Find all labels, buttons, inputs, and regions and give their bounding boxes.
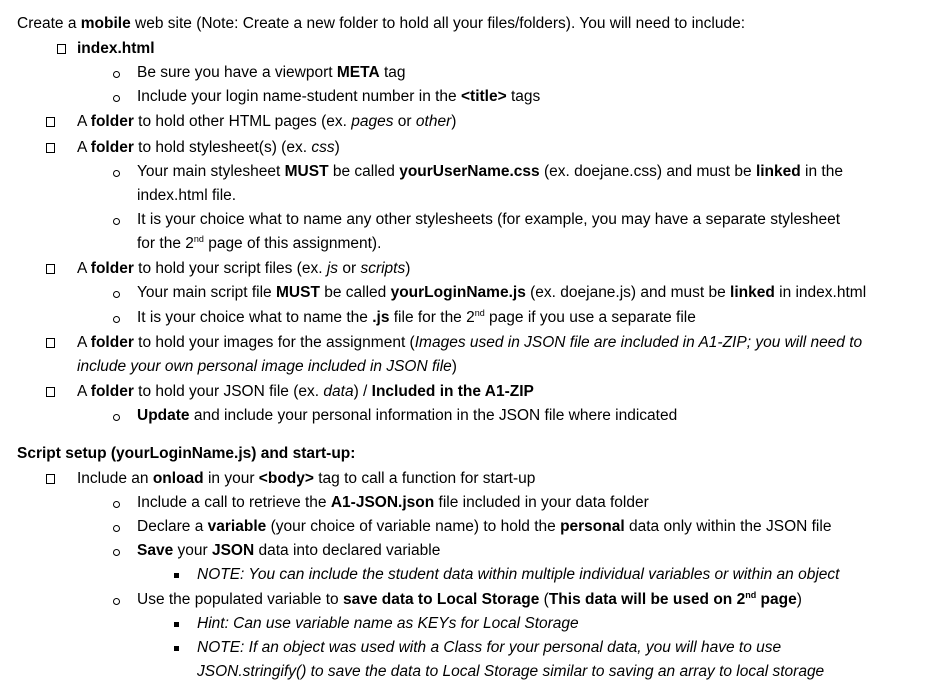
item-main-js (137, 283, 866, 303)
text: Your main script file (137, 284, 276, 301)
circle-bullet-icon (113, 501, 120, 508)
text: page if you use a separate file (484, 309, 696, 326)
item-note2 (197, 638, 781, 658)
item-retrieve (137, 493, 649, 513)
text: It is your choice what to name the (137, 309, 373, 326)
circle-bullet-icon (113, 525, 120, 532)
text-italic: data (323, 383, 354, 400)
checkbox-icon (46, 387, 55, 397)
checkbox-icon (46, 264, 55, 274)
text: tag to call a function for start-up (313, 470, 536, 487)
circle-bullet-icon (113, 71, 120, 78)
text: in the (800, 163, 843, 180)
item-save (137, 541, 440, 561)
text-italic: JSON.stringify() to save the data to Local Storage similar to saving an array to local storage (197, 663, 825, 680)
text: to hold other HTML pages (ex. (133, 113, 352, 130)
text-italic: css (311, 139, 335, 156)
text: your (173, 542, 212, 559)
text-italic: NOTE: You can include the student data within multiple individual variables or within an object (197, 566, 840, 583)
text: tag (379, 64, 406, 81)
circle-bullet-icon (113, 218, 120, 225)
text-bold: variable (207, 518, 267, 535)
square-bullet-icon (174, 573, 179, 578)
text: Include an (77, 470, 153, 487)
intro-part: Create a (17, 15, 81, 32)
item-folder-images (77, 333, 862, 353)
item-onload (77, 469, 535, 489)
superscript: nd (474, 308, 485, 318)
text: (ex. doejane.js) and must be (525, 284, 731, 301)
text: ) (405, 260, 411, 277)
circle-bullet-icon (113, 414, 120, 421)
text-italic: js (326, 260, 339, 277)
text: page of this assignment). (203, 235, 382, 252)
text-bold: onload (152, 470, 204, 487)
item-note1 (197, 565, 839, 585)
text-bold: A1-JSON.json (330, 494, 435, 511)
text: be called (328, 163, 400, 180)
text: A (77, 113, 91, 130)
text: Use the populated variable to (137, 591, 343, 608)
text: data only within the JSON file (624, 518, 832, 535)
text: Include your login name-student number in the (137, 88, 461, 105)
text-italic: pages (351, 113, 394, 130)
text-italic: other (415, 113, 452, 130)
item-main-css (137, 162, 843, 182)
text-bold: yourUserName.css (399, 163, 540, 180)
text: or (393, 113, 416, 130)
text: to hold stylesheet(s) (ex. (133, 139, 312, 156)
circle-bullet-icon (113, 170, 120, 177)
square-bullet-icon (174, 622, 179, 627)
text: in your (203, 470, 259, 487)
item-folder-css (77, 138, 340, 158)
text: for the 2 (137, 235, 194, 252)
text-italic: Images used in JSON file are included in A1-ZIP; you will need to (414, 334, 863, 351)
item-viewport (137, 63, 406, 83)
checkbox-icon (57, 44, 66, 54)
text-italic: Hint: Can use variable name as KEYs for Local Storage (197, 615, 579, 632)
text: A (77, 383, 91, 400)
circle-bullet-icon (113, 291, 120, 298)
script-heading (17, 444, 355, 464)
text: in index.html (774, 284, 867, 301)
superscript: nd (745, 590, 757, 600)
checkbox-icon (46, 117, 55, 127)
text-bold: This data will be used on 2 (548, 591, 746, 608)
item-other-css (137, 210, 840, 230)
text-bold: linked (755, 163, 801, 180)
text-bold: yourLoginName.js (390, 284, 526, 301)
intro-bold: mobile (80, 15, 131, 32)
text-bold: folder (90, 113, 134, 130)
circle-bullet-icon (113, 316, 120, 323)
text-bold: folder (90, 334, 134, 351)
text: (ex. doejane.css) and must be (539, 163, 756, 180)
text: to hold your JSON file (ex. (133, 383, 324, 400)
item-declare (137, 517, 831, 537)
item-note2-cont (197, 662, 824, 682)
intro-part: web site (Note: Create a new folder to hold all your files/folders). You will need to include: (130, 15, 746, 32)
item-index-html (77, 39, 155, 59)
text-italic: include your own personal image included in JSON file (77, 358, 452, 375)
text-bold: <title> (460, 88, 507, 105)
text: ) (451, 358, 457, 375)
text: A (77, 260, 91, 277)
text-bold: folder (90, 383, 134, 400)
text-bold: folder (90, 139, 134, 156)
text: ) / (353, 383, 372, 400)
text-bold: Save (137, 542, 174, 559)
item-other-css-cont (137, 234, 381, 254)
item-other-js (137, 308, 696, 328)
text: to hold your script files (ex. (133, 260, 327, 277)
heading-text: Script setup (yourLoginName.js) and start-up: (17, 445, 356, 462)
index-html-label: index.html (77, 40, 155, 57)
text-bold: save data to Local Storage (342, 591, 540, 608)
item-update-json (137, 406, 677, 426)
text: be called (319, 284, 391, 301)
text-bold: .js (372, 309, 390, 326)
text-bold: META (336, 64, 380, 81)
circle-bullet-icon (113, 598, 120, 605)
text-bold: MUST (284, 163, 329, 180)
text: index.html file. (137, 187, 237, 204)
text: data into declared variable (254, 542, 441, 559)
superscript: nd (193, 234, 204, 244)
text: (your choice of variable name) to hold the (266, 518, 561, 535)
item-folder-json (77, 382, 534, 402)
text: A (77, 139, 91, 156)
item-use-var (137, 590, 802, 610)
circle-bullet-icon (113, 95, 120, 102)
text: It is your choice what to name any other stylesheets (for example, you may have a separate stylesheet (137, 211, 841, 228)
text: Your main stylesheet (137, 163, 285, 180)
text-bold: JSON (211, 542, 255, 559)
item-hint (197, 614, 579, 634)
text: ) (796, 591, 802, 608)
text-bold: page (756, 591, 797, 608)
text: Include a call to retrieve the (137, 494, 331, 511)
text-bold: folder (90, 260, 134, 277)
text: file for the 2 (389, 309, 475, 326)
circle-bullet-icon (113, 549, 120, 556)
text: and include your personal information in the JSON file where indicated (189, 407, 678, 424)
text-bold: Update (137, 407, 190, 424)
text: A (77, 334, 91, 351)
text: Declare a (137, 518, 208, 535)
text: file included in your data folder (434, 494, 649, 511)
intro-text (17, 14, 745, 34)
item-folder-images-cont (77, 357, 457, 377)
checkbox-icon (46, 338, 55, 348)
item-folder-js (77, 259, 410, 279)
square-bullet-icon (174, 646, 179, 651)
text-bold: linked (730, 284, 775, 301)
checkbox-icon (46, 143, 55, 153)
item-folder-pages (77, 112, 456, 132)
text: to hold your images for the assignment ( (133, 334, 415, 351)
checkbox-icon (46, 474, 55, 484)
text-italic: scripts (360, 260, 406, 277)
text: tags (506, 88, 541, 105)
text: ) (334, 139, 340, 156)
text-italic: NOTE: If an object was used with a Class for your personal data, you will have to use (197, 639, 782, 656)
text: Be sure you have a viewport (137, 64, 337, 81)
text-bold: <body> (258, 470, 314, 487)
text: ) (451, 113, 457, 130)
text-bold: Included in the A1-ZIP (371, 383, 534, 400)
text: ( (539, 591, 549, 608)
text-bold: MUST (276, 284, 320, 301)
item-main-css-cont (137, 186, 236, 206)
text: or (338, 260, 361, 277)
text-bold: personal (560, 518, 625, 535)
item-title-tag (137, 87, 540, 107)
